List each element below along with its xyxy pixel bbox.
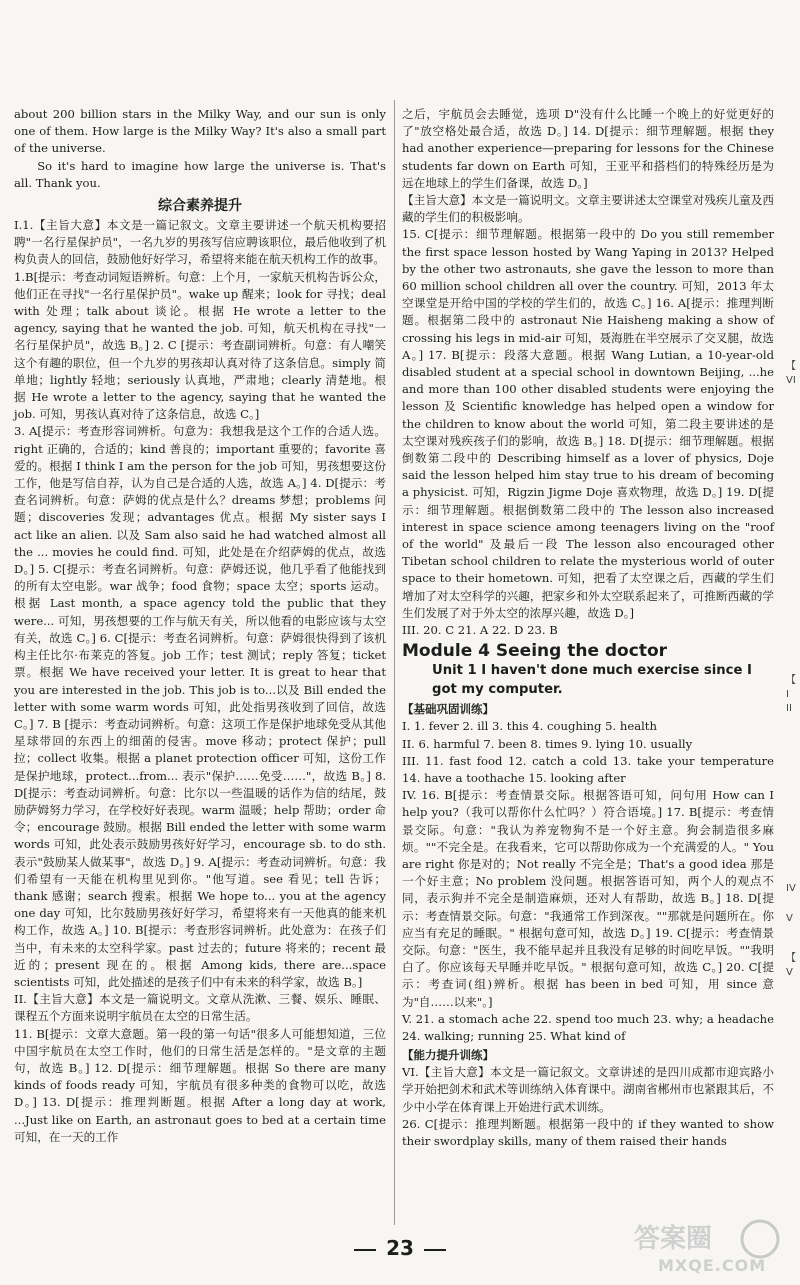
answer-block: 1.B[提示：考查动词短语辨析。句意：上个月，一家航天机构告诉公众，他们正在寻找"一名行星保护员"。wake up 醒来；look for 寻找；deal with 处理；talk about 谈论。根据 He wrote a letter to the agency, saying that he wanted the job. 可知，航天机构在寻找"一名行星保护员"，故选 B。] 2. C [提示：考查副词辨析。句意：有人嘲笑这个有趣的职位，但一个九岁的男孩却认真对待了这条信息。simply 简单地；lightly 轻地；seriously 认真地，严肃地；clearly 清楚地。根据 He wrote a letter to the agency, saying that he wanted the job. 可知，男孩认真对待了这条信息，故选 C。] — [14, 269, 386, 422]
unit-title: Unit 1 I haven't done much exercise since I got my computer. — [432, 663, 752, 698]
module-title: Module 4 Seeing the doctor — [402, 641, 668, 662]
answer-line: III. 20. C 21. A 22. D 23. B — [402, 623, 558, 638]
page-number-dash — [354, 1249, 376, 1251]
edge-mark: V — [786, 913, 793, 924]
edge-mark: 【 — [786, 675, 796, 686]
watermark-text-url: MXQE.COM — [658, 1256, 767, 1275]
intro-paragraph: about 200 billion stars in the Milky Way, and our sun is only one of them. How large is the Milky Way? It's also a small part of the universe. — [14, 107, 386, 156]
page-number-text: 23 — [386, 1236, 414, 1260]
passage-summary: 【主旨大意】本文是一篇说明文。文章主要讲述太空课堂对残疾儿童及西藏的学生们的积极影响。 — [402, 193, 774, 225]
passage-summary: II.【主旨大意】本文是一篇说明文。文章从洗漱、三餐、娱乐、睡眠、课程五个方面来说明宇航员在太空的日常生活。 — [14, 992, 386, 1024]
answer-block: IV. 16. B[提示：考查情景交际。根据答语可知，问句用 How can I help you?（我可以帮你什么忙吗？）符合语境。] 17. B[提示：考查情景交际。句意："我认为养宠物狗不是一个好主意。狗会制造很多麻烦。""不完全是。在我看来，它可以帮助你成为一个充满爱的人。" You are right 你是对的；Not really 不完全是；That's a good idea 那是一个好主意；No problem 没问题。根据答语可知，两个人的观点不同，表示狗并不完全是制造麻烦，还对人有帮助，故选 B。] 18. D[提示：考查情景交际。句意："我通常工作到深夜。""那就是问题所在。你应当有充足的睡眠。" 根据句意可知，故选 D。] 19. C[提示：考查情景交际。句意："医生，我不能早起并且我没有足够的时间吃早饭。""我明白了。你应该每天早睡并吃早饭。" 根据句意可知，故选 C。] 20. C[提示：考查词(组)辨析。根据 has been in bed 可知，用 since 意为"自……以来"。] — [402, 788, 774, 1009]
watermark-circle — [742, 1221, 778, 1257]
page-number-dash — [424, 1249, 446, 1251]
answer-line: V. 21. a stomach ache 22. spend too much 23. why; a headache 24. walking; running 25. What kind of — [402, 1011, 774, 1043]
answer-block: 11. B[提示：文章大意题。第一段的第一句话"很多人可能想知道，三位中国宇航员在太空工作时，他们的日常生活是怎样的。"是文章的主题句，故选 B。] 12. D[提示：细节理解题。根据 So there are many kinds of foods ready 可知，宇航员有很多种类的食物可以吃，故选 D。] 13. D[提示：推理判断题。根据 After a long day at work, ...Just like on Earth, an astronaut goes to bed at a certain time 可知，在一天的工作 — [14, 1026, 386, 1144]
basic-training-heading: 【基础巩固训练】 — [402, 702, 494, 717]
answer-block: 26. C[提示：推理判断题。根据第一段中的 if they wanted to show their swordplay skills, many of them raised their hands — [402, 1116, 774, 1148]
answer-line: III. 11. fast food 12. catch a cold 13. take your temperature 14. have a toothache 15. looking after — [402, 753, 774, 785]
answer-line: I. 1. fever 2. ill 3. this 4. coughing 5. health — [402, 719, 657, 734]
watermark-text-cn: 答案圈 — [634, 1224, 713, 1254]
right-column — [402, 106, 774, 1150]
passage-summary: VI.【主旨大意】本文是一篇记叙文。文章讲述的是四川成都市迎宾路小学开始把剑术和武术等训练纳入体育课中。湖南省郴州市也紧跟其后，不少中小学在体育课上开始进行武术训练。 — [402, 1065, 774, 1114]
answer-block: 15. C[提示：细节理解题。根据第一段中的 Do you still remember the first space lesson hosted by Wang Yaping in 2013? Helped by the other two astronauts, she gave the lesson to more than 60 million school children all over the country. 可知，2013 年太空课堂是开给中国的学校的学生们的，故选 C。] 16. A[提示：推理判断题。根据第二段中的 astronaut Nie Haisheng making a show of crossing his legs in mid-air 可知，聂海胜在半空展示了交叉腿，故选 A。] 17. B[提示：段落大意题。根据 Wang Lutian, a 10-year-old disabled student at a special school in downtown Beijing, ...he and more than 100 other disabled students were enjoying the lesson 及 Scientific knowledge has helped open a window for the children to know about the world 可知，第二段主要讲述的是太空课对残疾孩子们的影响，故选 B。] 18. D[提示：细节理解题。根据倒数第二段中的 Describing himself as a lover of physics, Doje said the lesson helped him stay true to his dream of becoming a physicist. 可知，Rigzin Jigme Doje 喜欢物理，故选 D。] 19. D[提示：细节理解题。根据倒数第二段中的 The lesson also increased interest in space science among teenagers living on the "roof of the world" 及最后一段 The lesson also encouraged other Tibetan school children to relate the mysterious world of outer space to their hometown. 可知，把看了太空课之后，西藏的学生们增加了对太空科学的兴趣，把家乡和外太空联系起来了，可推断西藏的学生们发展了对于外太空的浓厚兴趣，故选 D。] — [402, 227, 774, 620]
watermark-logo — [628, 1215, 788, 1277]
edge-mark: 【 — [786, 361, 796, 372]
adjacent-page-edge — [786, 360, 800, 980]
edge-mark: I — [786, 689, 789, 700]
edge-mark: V — [786, 967, 793, 978]
edge-mark: IV — [786, 883, 796, 894]
answer-line: II. 6. harmful 7. been 8. times 9. lying 10. usually — [402, 736, 693, 751]
answer-block: 3. A[提示：考查形容词辨析。句意为：我想我是这个工作的合适人选。right 正确的，合适的；kind 善良的；important 重要的；favorite 喜爱的。根据 I think I am the person for the job 可知，男孩想要这份工作，他是写信自荐，认为自己是合适的人选，故选 A。] 4. D[提示：考查名词辨析。句意：萨姆的优点是什么？dreams 梦想；problems 问题；discoveries 发现；advantages 优点。根据 My sister says I act like an alien. 以及 Sam also said he had watched almost all the ... movies he could find. 可知，此处是在介绍萨姆的优点，故选 D。] 5. C[提示：考查名词辨析。句意：萨姆还说，他几乎看了他能找到的所有太空电影。war 战争；food 食物；space 太空；sports 运动。根据 Last month, a space agency told the public that they were... 可知，男孩想要的工作与航天有关，所以他看的电影应该与太空有关，故选 C。] 6. C[提示：考查名词辨析。句意：萨姆很快得到了该机构主任比尔·布莱克的答复。job 工作；test 测试；reply 答复；ticket 票。根据 We have received your letter. It is great to hear that you are interested in the job. This job is to...以及 Bill ended the letter with some warm words 可知，此处指男孩收到了回信，故选 C。] 7. B [提示：考查动词辨析。句意：这项工作是保护地球免受从其他星球带回的东西上的细菌的侵害。move 移动；protect 保护；pull 拉；collect 收集。根据 a planet protection officer 可知，这份工作是保护地球，protect...from... 表示"保护……免受……"，故选 B。] 8. D[提示：考查动词辨析。句意：比尔以一些温暖的话作为信的结尾，鼓励萨姆努力学习，在学校好好表现。warm 温暖；help 帮助；order 命令；encourage 鼓励。根据 Bill ended the letter with some warm words 可知，此处表示鼓励男孩好好学习，encourage sb. to do sth. 表示"鼓励某人做某事"，故选 D。] 9. A[提示：考查动词辨析。句意：我们希望有一天能在机构里见到你。"他写道。see 看见；tell 告诉；thank 感谢；search 搜索。根据 We hope to... you at the agency one day 可知，比尔鼓励男孩好好学习，希望将来有一天他真的能来机构工作，故选 A。] 10. B[提示：考查形容词辨析。此处意为：在孩子们当中，有未来的太空科学家。past 过去的；future 将来的；recent 最近的；present 现在的。根据 Among kids, there are...space scientists 可知，此处描述的是孩子们中有未来的科学家，故选 B。] — [14, 424, 386, 989]
column-divider — [394, 100, 395, 1225]
left-column — [14, 106, 386, 1146]
section-heading: 综合素养提升 — [158, 198, 242, 215]
answer-block: 之后，宇航员会去睡觉，选项 D"没有什么比睡一个晚上的好觉更好的了"放空格处最合适，故选 D。] 14. D[提示：细节理解题。根据 they had another experience—preparing for lessons for the Chinese students far down on Earth 可知，王亚平和搭档们的特殊经历是为远在地球上的学生们备课，故选 D。] — [402, 107, 774, 190]
passage-summary: I.1.【主旨大意】本文是一篇记叙文。文章主要讲述一个航天机构要招聘"一名行星保护员"，一名九岁的男孩写信应聘该职位，最后他收到了机构负责人的回信，鼓励他好好学习，希望将来能在航天机构工作的故事。 — [14, 218, 386, 267]
intro-closing: So it's hard to imagine how large the universe is. That's all. Thank you. — [14, 158, 386, 190]
edge-mark: 【 — [786, 953, 796, 964]
edge-mark: II — [786, 703, 792, 714]
watermark-graphic — [628, 1215, 788, 1277]
edge-mark: VI — [786, 375, 796, 386]
ability-training-heading: 【能力提升训练】 — [402, 1048, 494, 1063]
